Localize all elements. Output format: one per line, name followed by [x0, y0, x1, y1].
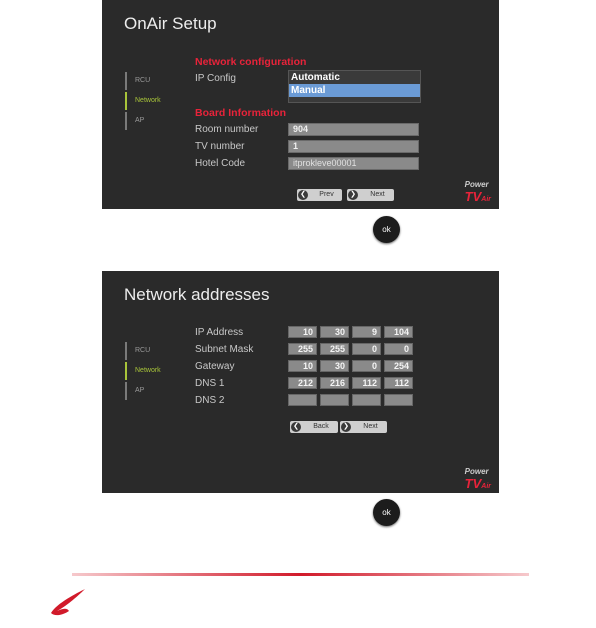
address-octet-field[interactable] [384, 394, 413, 406]
logo-tv-text: TV [464, 476, 482, 491]
brand-swoosh-icon [47, 585, 91, 619]
screen-title: OnAir Setup [124, 14, 217, 33]
address-octet-field[interactable]: 0 [352, 360, 381, 372]
onair-setup-screen [102, 0, 499, 209]
footer-divider [72, 573, 529, 576]
next-button[interactable] [347, 189, 394, 201]
chevron-right-icon: ❯ [341, 422, 351, 432]
sidebar-item-ap[interactable]: AP [125, 112, 185, 130]
address-octet-field[interactable]: 10 [288, 326, 317, 338]
back-button[interactable] [290, 421, 338, 433]
address-row-label: Subnet Mask [195, 344, 254, 355]
screen-title: Network addresses [124, 285, 270, 304]
address-row-label: DNS 1 [195, 378, 225, 389]
address-octet-field[interactable]: 0 [352, 343, 381, 355]
setup-sidebar [125, 342, 185, 402]
address-octet-field[interactable]: 216 [320, 377, 349, 389]
ip-config-dropdown[interactable] [288, 70, 421, 103]
next-button-label: Next [363, 423, 378, 430]
hotel-code-label: Hotel Code [195, 158, 246, 169]
address-octet-field[interactable] [352, 394, 381, 406]
logo-air-text: Air [481, 196, 491, 203]
logo-tv-text: TV [464, 189, 482, 204]
address-octet-field[interactable]: 254 [384, 360, 413, 372]
ip-config-label: IP Config [195, 73, 236, 84]
room-number-label: Room number [195, 124, 259, 135]
ok-button-icon[interactable]: ok [373, 499, 400, 526]
sidebar-item-network[interactable]: Network [125, 92, 185, 110]
prev-button[interactable] [297, 189, 342, 201]
next-button[interactable] [340, 421, 387, 433]
sidebar-item-ap[interactable]: AP [125, 382, 185, 400]
powertv-logo [465, 180, 491, 204]
sidebar-item-rcu[interactable]: RCU [125, 72, 185, 90]
address-octet-field[interactable]: 112 [352, 377, 381, 389]
address-octet-field[interactable]: 30 [320, 360, 349, 372]
logo-air-text: Air [481, 483, 491, 490]
chevron-left-icon: ❮ [291, 422, 301, 432]
tv-number-label: TV number [195, 141, 245, 152]
address-row-label: Gateway [195, 361, 235, 372]
address-row-label: IP Address [195, 327, 244, 338]
sidebar-item-network[interactable]: Network [125, 362, 185, 380]
powertv-logo [465, 467, 491, 491]
address-octet-field[interactable]: 104 [384, 326, 413, 338]
ip-option-manual[interactable]: Manual [289, 84, 420, 97]
address-octet-field[interactable]: 9 [352, 326, 381, 338]
address-octet-field[interactable] [288, 394, 317, 406]
address-octet-field[interactable]: 30 [320, 326, 349, 338]
prev-button-label: Prev [319, 191, 334, 198]
setup-sidebar [125, 72, 185, 132]
next-button-label: Next [370, 191, 385, 198]
address-octet-field[interactable]: 255 [288, 343, 317, 355]
room-number-field[interactable]: 904 [288, 123, 419, 136]
tv-number-field[interactable]: 1 [288, 140, 419, 153]
network-config-heading: Network configuration [195, 56, 307, 68]
address-octet-field[interactable]: 212 [288, 377, 317, 389]
board-info-heading: Board Information [195, 107, 286, 119]
network-addresses-screen [102, 271, 499, 493]
back-button-label: Back [313, 423, 329, 430]
address-octet-field[interactable]: 255 [320, 343, 349, 355]
sidebar-item-rcu[interactable]: RCU [125, 342, 185, 360]
address-octet-field[interactable]: 112 [384, 377, 413, 389]
logo-power-text: Power [464, 467, 489, 476]
address-octet-field[interactable] [320, 394, 349, 406]
logo-power-text: Power [464, 180, 489, 189]
ip-option-automatic[interactable]: Automatic [291, 72, 340, 83]
chevron-right-icon: ❯ [348, 190, 358, 200]
address-octet-field[interactable]: 10 [288, 360, 317, 372]
hotel-code-field[interactable]: itprokleve00001 [288, 157, 419, 170]
chevron-left-icon: ❮ [298, 190, 308, 200]
address-octet-field[interactable]: 0 [384, 343, 413, 355]
ok-button-icon[interactable]: ok [373, 216, 400, 243]
address-row-label: DNS 2 [195, 395, 225, 406]
